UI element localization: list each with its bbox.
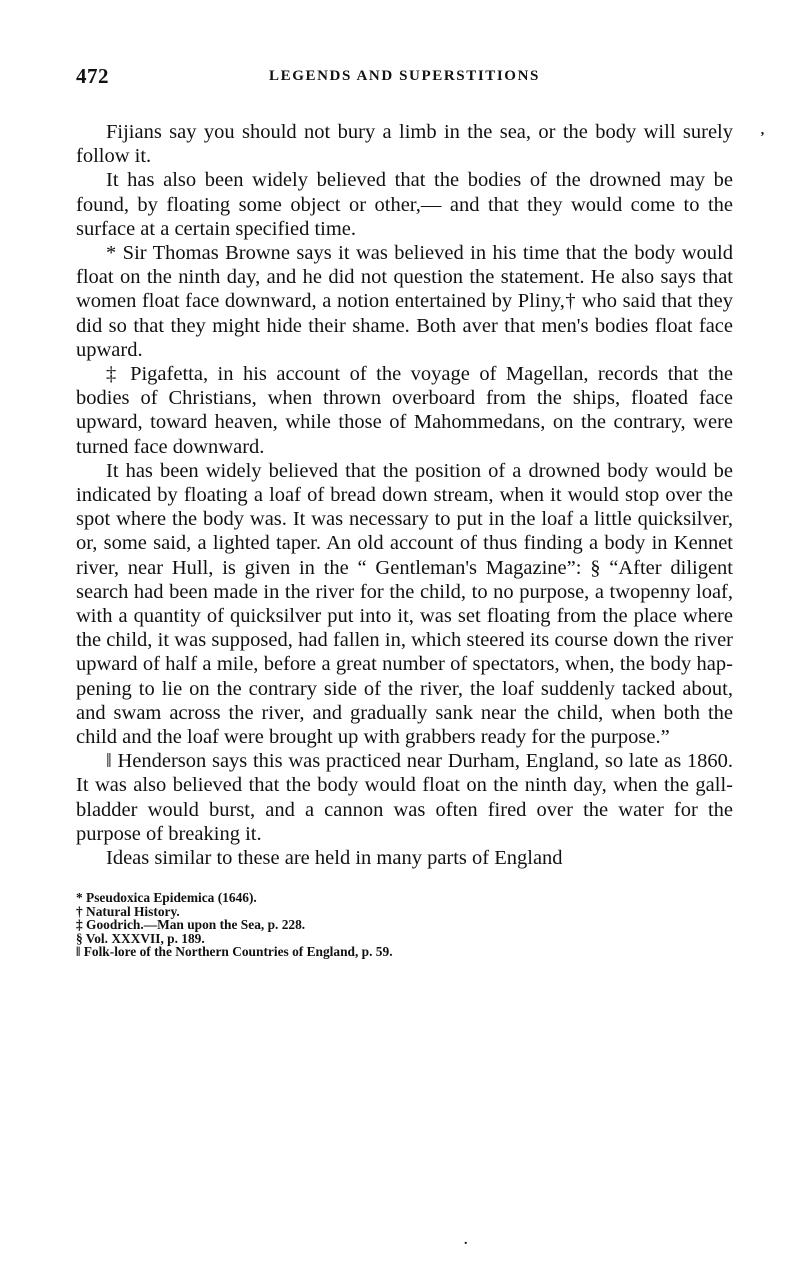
paragraph-thomas-browne: * Sir Thomas Browne says it was believed in his time that the body would float on the ninth day, and he did not question the statement. He also says that women float face downward, a notion entertained by Pliny,† who said that they did so that they might hide their shame. Both aver that men's bodies float face upward. xyxy=(76,242,733,361)
footnote-natural-history: † Natural History. xyxy=(76,903,180,919)
paragraph-fijians: Fijians say you should not bury a limb in the sea, or the body will surely follow it. xyxy=(76,121,733,168)
book-page xyxy=(76,62,733,959)
paragraph-henderson: ‖ Henderson says this was practiced near Durham, England, so late as 1860. It was also believed that the body would float on the ninth day, when the gall-bladder would burst, and a cannon was often fired over the water for the purpose of breaking it. xyxy=(76,750,733,845)
page-header xyxy=(76,62,733,92)
footnotes xyxy=(76,891,733,959)
page-number: 472 xyxy=(76,64,109,88)
footnote-goodrich: ‡ Goodrich.—Man upon the Sea, p. 228. xyxy=(76,917,306,933)
running-head: LEGENDS AND SUPERSTITIONS xyxy=(269,68,540,84)
paragraph-bodies-of-drowned: It has also been widely believed that the bodies of the drowned may be found, by floating some object or other,— and that they would come to the surface at a certain specified time. xyxy=(76,169,733,240)
margin-mark: ’ xyxy=(760,130,765,145)
footnote-vol-xxxvii: § Vol. XXXVII, p. 189. xyxy=(76,930,205,946)
footnote-pseudoxica: * Pseudoxica Epidemica (1646). xyxy=(76,890,257,906)
body-text xyxy=(76,120,733,870)
bottom-dot: . xyxy=(464,1233,468,1248)
footnote-folk-lore: ‖ Folk-lore of the Northern Countries of England, p. 59. xyxy=(76,944,393,960)
paragraph-loaf-of-bread: It has been widely believed that the position of a drowned body would be indicated by floating a loaf of bread down stream, when it would stop over the spot where the body was. It was necessary to put in the loaf a little quicksilver, or, some said, a lighted taper. An old account of thus finding a body in Kennet river, near Hull, is given in the “ Gentleman's Magazine”: § “After diligent search had been made in the river for the child, to no purpose, a twopenny loaf, with a quantity of quicksilver put into it, was set floating from the place where the child, it was supposed, had fallen in, which steered its course down the river upward of half a mile, before a great number of spectators, when, the body happening to lie on the contrary side of the river, the loaf suddenly tacked about, and swam across the river, and gradually sank near the child, when both the child and the loaf were brought up with grabbers ready for the purpose.” xyxy=(76,459,733,749)
paragraph-pigafetta: ‡ Pigafetta, in his account of the voyage of Magellan, records that the bodies of Christians, when thrown overboard from the ships, floated face upward, toward heaven, while those of Mahommedans, on the contrary, were turned face downward. xyxy=(76,363,733,458)
paragraph-ideas-similar: Ideas similar to these are held in many parts of England xyxy=(106,847,563,870)
